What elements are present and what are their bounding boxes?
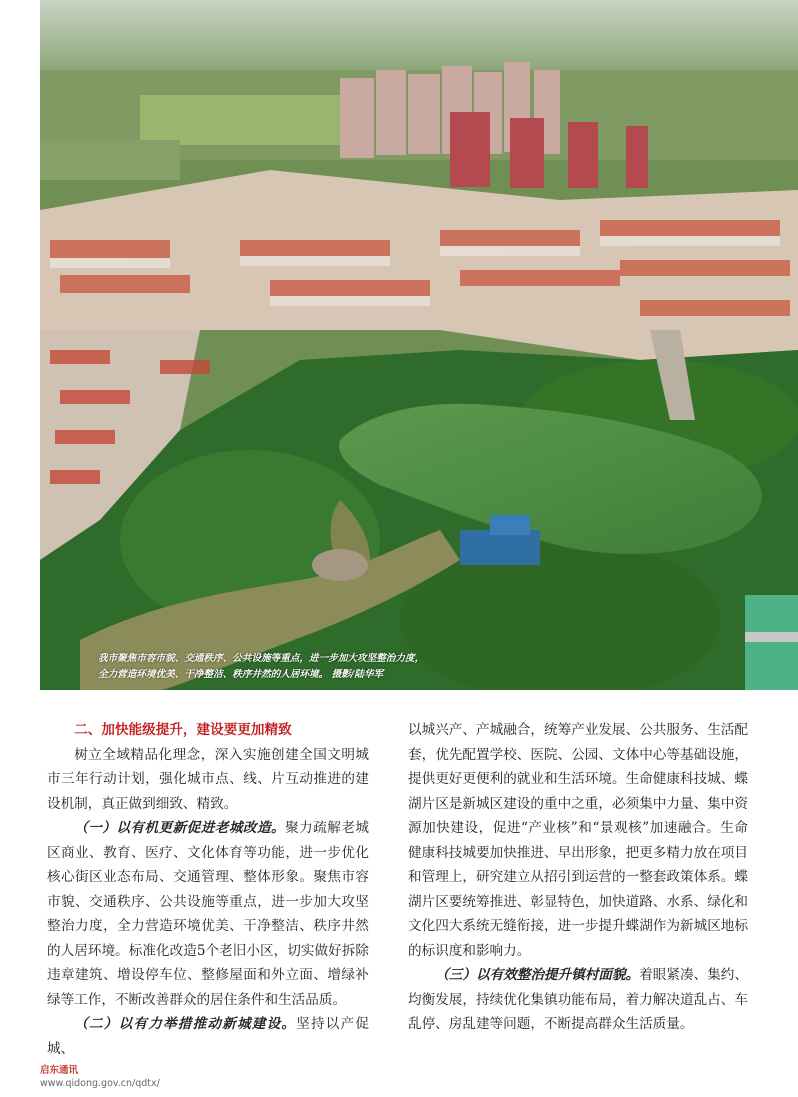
photo-caption bbox=[98, 651, 478, 683]
paragraph-new-city bbox=[47, 1012, 369, 1061]
paragraph-old-city-body: 聚力疏解老城区商业、教育、医疗、文化体育等功能，进一步优化核心街区业态布局、交通管理、整体形象。聚焦市容市貌、交通秩序、公共设施等重点，进一步加大攻坚整治力度，全力营造环境优美、干净整洁、秩序井然的人居环境。标准化改造5个老旧小区，切实做好拆除违章建筑、增设停车位、整修屋面和外立面、增绿补绿等工作，不断改善群众的居住条件和生活品质。 bbox=[47, 820, 370, 1008]
paragraph-new-city-continued: 以城兴产、产城融合，统筹产业发展、公共服务、生活配套，优先配置学校、医院、公园、文体中心等基础设施，提供更好更便利的就业和生活环境。生命健康科技城、蝶湖片区是新城区建设的重中之重，必须集中力量、集中资源加快建设，促进“产业核”和“景观核”加速融合。生命健康科技城要加快推进、早出形象，把更多精力放在项目和管理上，研究建立从招引到运营的一整套政策体系。蝶湖片区要统筹推进、彰显特色，加快道路、水系、绿化和文化四大系统无缝衔接，进一步提升蝶湖作为新城区地标的标识度和影响力。 bbox=[408, 722, 748, 959]
caption-line-1: 我市聚焦市容市貌、交通秩序、公共设施等重点，进一步加大攻坚整治力度， bbox=[98, 653, 425, 664]
paragraph-towns-body: 着眼紧凑、集约、均衡发展，持续优化集镇功能布局，着力解决道乱占、车乱停、房乱建等问题，不断提高群众生活质量。 bbox=[408, 967, 749, 1032]
subheading-new-city: （二）以有力举措推动新城建设。 bbox=[74, 1016, 297, 1032]
left-column bbox=[47, 718, 369, 1061]
caption-line-2: 全力营造环境优美、干净整洁、秩序井然的人居环境。 摄影/陆华军 bbox=[98, 669, 384, 680]
paragraph-old-city bbox=[47, 816, 369, 1012]
magazine-name: 启东通讯 bbox=[40, 1065, 79, 1076]
aerial-photo bbox=[40, 0, 798, 690]
right-column bbox=[408, 718, 748, 1037]
intro-paragraph: 树立全域精品化理念，深入实施创建全国文明城市三年行动计划，强化城市点、线、片互动推进的建设机制，真正做到细致、精致。 bbox=[47, 746, 369, 812]
paragraph-new-city-body: 坚持以产促城、 bbox=[47, 1016, 370, 1057]
magazine-url[interactable]: www.qidong.gov.cn/qdtx/ bbox=[40, 1078, 160, 1089]
page-footer bbox=[40, 1064, 160, 1090]
paragraph-towns bbox=[408, 963, 748, 1037]
subheading-old-city: （一）以有机更新促进老城改造。 bbox=[74, 820, 286, 836]
section-heading: 二、加快能级提升，建设要更加精致 bbox=[74, 722, 292, 738]
subheading-towns: （三）以有效整治提升镇村面貌。 bbox=[435, 967, 640, 983]
